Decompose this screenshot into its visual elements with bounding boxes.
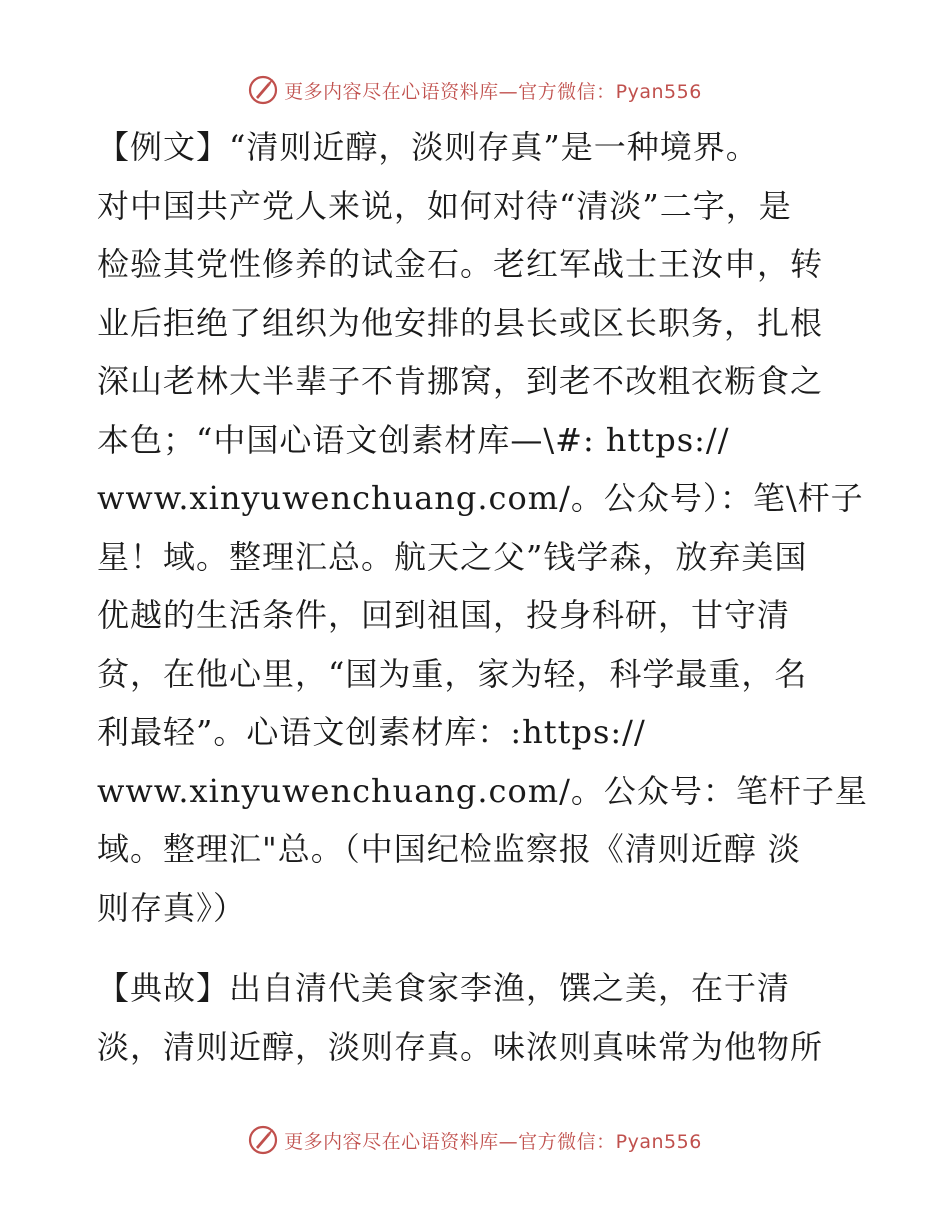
text-line: 利最轻”。心语文创素材库：:https:// (97, 713, 646, 751)
watermark-text: 更多内容尽在心语资料库—官方微信：Pyan556 (284, 1130, 702, 1153)
text-line: 本色；“中国心语文创素材库—\#: https:// (97, 420, 730, 459)
text-line: 检验其党性修养的试金石。老红军战士王汝申，转 (97, 245, 824, 283)
text-line: 则存真》） (97, 888, 247, 927)
quill-pen-logo-icon (248, 1125, 278, 1155)
text-line: www.xinyuwenchuang.com/。公众号）：笔\杆子 (97, 479, 864, 517)
example-paragraph (97, 118, 868, 937)
footer-watermark (0, 1120, 950, 1160)
text-line: 星！域。整理汇总。航天之父”钱学森，放弃美国 (97, 537, 808, 576)
text-line: 贫，在他心里，“国为重，家为轻，科学最重，名 (97, 654, 808, 693)
text-line: 【例文】“清则近醇，淡则存真”是一种境界。 (97, 128, 759, 166)
text-line: 域。整理汇"总。（中国纪检监察报《清则近醇 淡 (97, 830, 801, 868)
text-line: www.xinyuwenchuang.com/。公众号：笔杆子星 (97, 771, 868, 810)
allusion-paragraph (97, 959, 849, 1076)
quill-pen-logo-icon (248, 75, 278, 105)
header-watermark (0, 70, 950, 110)
text-line: 业后拒绝了组织为他安排的县长或区长职务，扎根 (97, 303, 824, 342)
text-line: 淡，清则近醇，淡则存真。味浓则真味常为他物所 (97, 1027, 824, 1066)
text-line: 深山老林大半辈子不肯挪窝，到老不改粗衣粝食之 (97, 362, 824, 400)
watermark-text: 更多内容尽在心语资料库—官方微信：Pyan556 (284, 80, 702, 103)
text-line: 优越的生活条件，回到祖国，投身科研，甘守清 (97, 596, 791, 634)
document-body (97, 118, 868, 1076)
text-line: 【典故】出自清代美食家李渔，馔之美，在于清 (97, 969, 791, 1007)
text-line: 对中国共产党人来说，如何对待“清淡”二字，是 (97, 186, 792, 225)
